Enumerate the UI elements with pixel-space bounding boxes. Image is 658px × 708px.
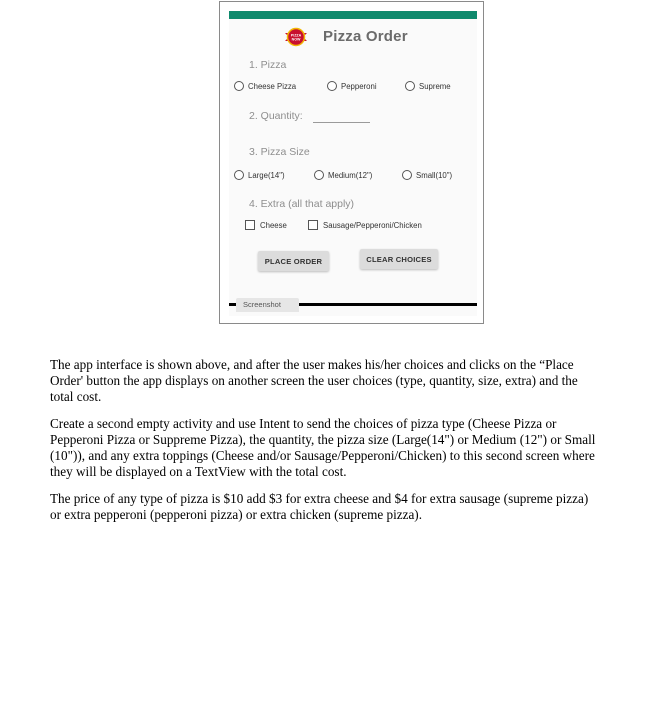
checkbox-box-icon[interactable] [245,220,255,230]
app-screenshot-frame [219,1,484,324]
paragraph-line: The app interface is shown above, and after the user makes his/her choices and clicks on the “Place [50,357,574,372]
app-title: Pizza Order [323,28,408,45]
radio-cheese-pizza[interactable] [234,79,296,93]
checkbox-box-icon[interactable] [308,220,318,230]
paragraph-line: Pepperoni Pizza or Suppreme Pizza), the quantity, the pizza size (Large(14") or Medium (12") or Small [50,432,596,447]
checkbox-label: Sausage/Pepperoni/Chicken [323,220,422,230]
paragraph-line: Order' button the app displays on another screen the user choices (type, quantity, size, extra) and the [50,373,578,388]
radio-circle-icon[interactable] [327,81,337,91]
pizza-size-radio-group [234,168,474,182]
paragraph-line: (10")), and any extra toppings (Cheese and/or Sausage/Pepperoni/Chicken) to this second screen where [50,448,595,463]
paragraph-line: total cost. [50,389,102,404]
title-row [229,25,477,51]
paragraph-app-description [50,357,630,405]
radio-supreme[interactable] [405,79,451,93]
pizza-type-radio-group [234,79,474,93]
radio-medium[interactable] [314,168,372,182]
radio-label: Small(10") [416,170,453,180]
radio-label: Medium(12") [328,170,373,180]
paragraph-line: they will be displayed on a TextView with the total cost. [50,464,347,479]
logo-text-top: PIZZA [290,33,302,38]
paragraph-pricing [50,491,630,523]
app-screen [229,11,477,316]
radio-label: Supreme [419,81,451,91]
extra-checkbox-group [245,220,475,232]
checkbox-label: Cheese [260,220,287,230]
radio-label: Large(14") [248,170,285,180]
paragraph-line: or extra pepperoni (pepperoni pizza) or extra chicken (supreme pizza). [50,507,422,522]
section-extra-label: 4. Extra (all that apply) [249,198,355,210]
radio-large[interactable] [234,168,285,182]
radio-label: Cheese Pizza [248,81,297,91]
section-size-label: 3. Pizza Size [249,146,310,158]
radio-circle-icon[interactable] [314,170,324,180]
radio-label: Pepperoni [341,81,377,91]
place-order-button[interactable]: PLACE ORDER [258,251,329,271]
radio-circle-icon[interactable] [405,81,415,91]
app-bar [229,11,477,19]
pizza-logo-icon [283,25,309,49]
section-quantity-label: 2. Quantity: [249,110,303,122]
radio-pepperoni[interactable] [327,79,377,93]
logo-text-bottom: NOW [291,37,301,42]
radio-circle-icon[interactable] [402,170,412,180]
quantity-input[interactable] [313,122,370,123]
clear-choices-button[interactable]: CLEAR CHOICES [360,249,438,269]
checkbox-sausage-pepperoni-chicken[interactable] [308,220,422,230]
radio-circle-icon[interactable] [234,81,244,91]
screenshot-tab[interactable]: Screenshot [236,298,299,312]
paragraph-line: The price of any type of pizza is $10 add $3 for extra cheese and $4 for extra sausage (supreme pizza) [50,491,589,506]
paragraph-intent-instructions [50,416,630,480]
checkbox-cheese[interactable] [245,220,287,230]
radio-circle-icon[interactable] [234,170,244,180]
section-pizza-label: 1. Pizza [249,59,287,71]
radio-small[interactable] [402,168,452,182]
paragraph-line: Create a second empty activity and use Intent to send the choices of pizza type (Cheese Pizza or [50,416,557,431]
